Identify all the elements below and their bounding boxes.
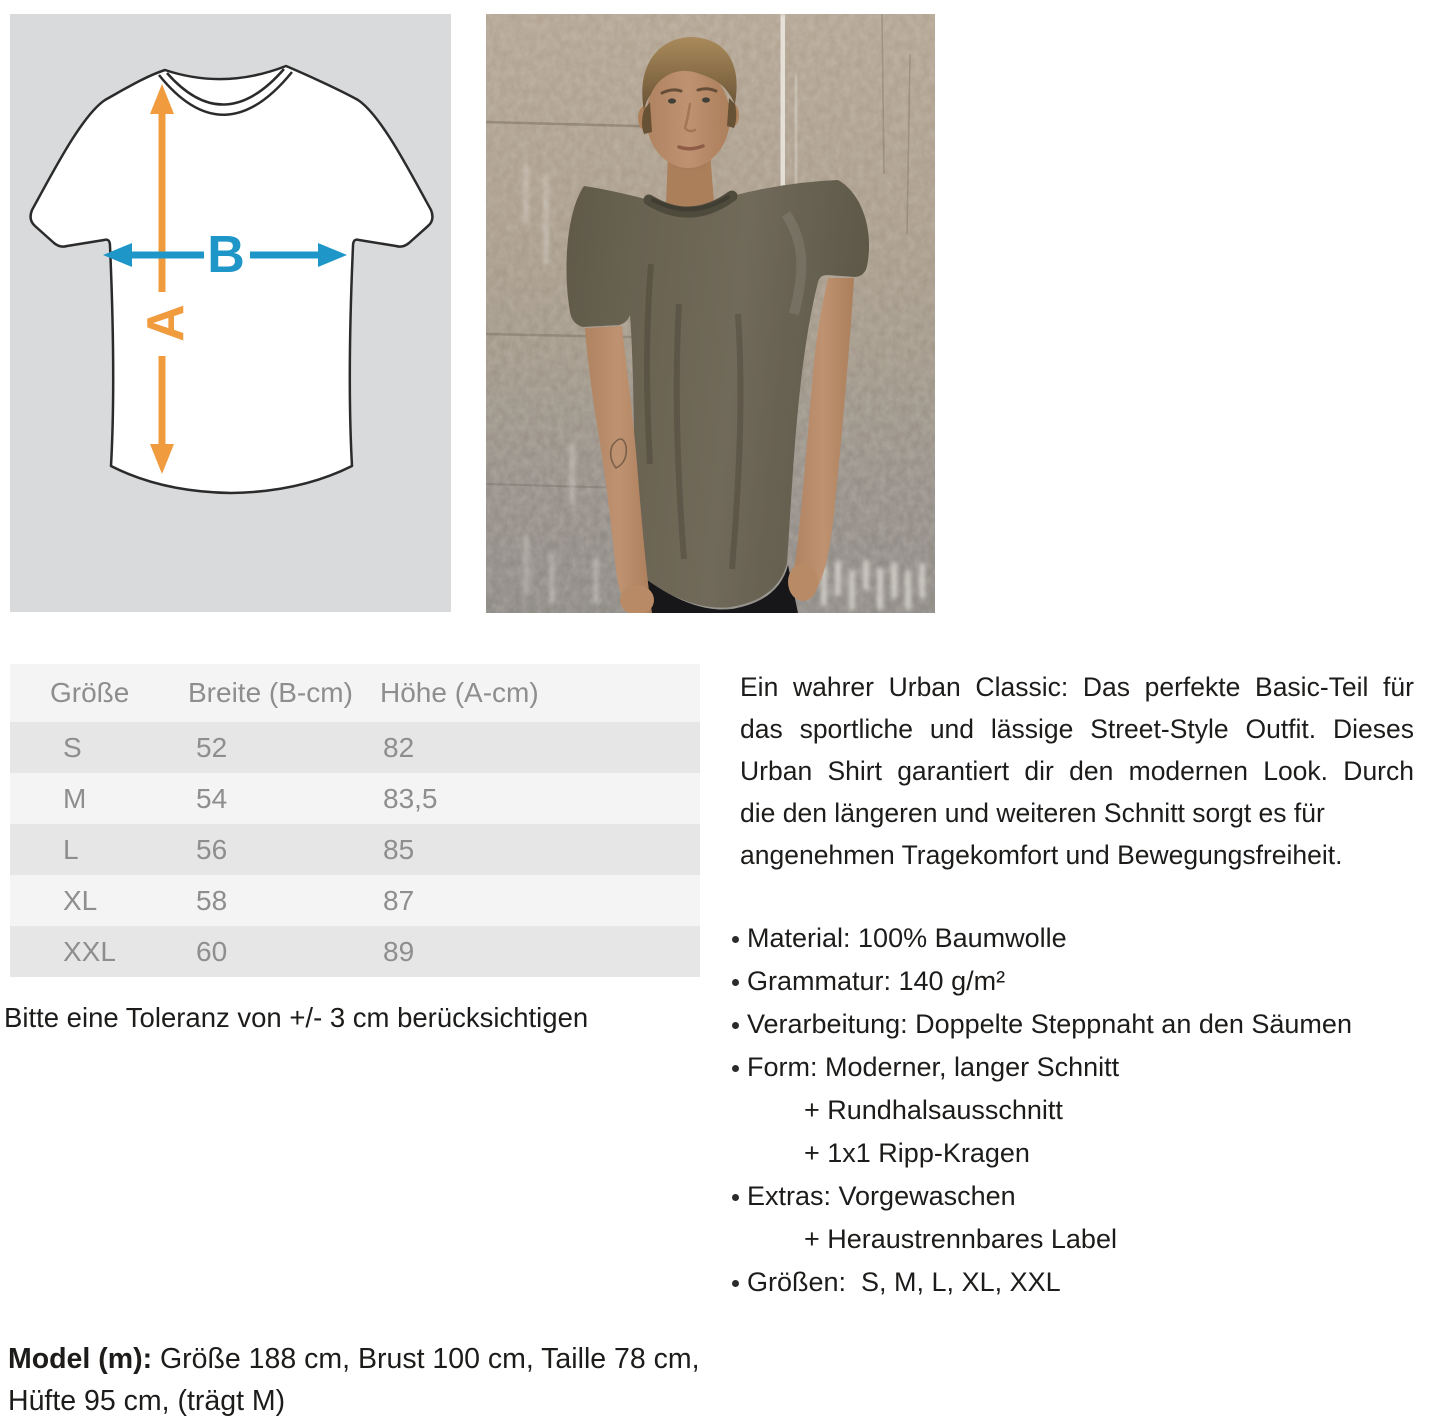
feature-item-material: Material: 100% Baumwolle: [726, 917, 1426, 960]
description-line: die den längeren und weiteren Schnitt sorgt es für: [740, 798, 1325, 828]
feature-item-rundhals: + Rundhalsausschnitt: [804, 1095, 1063, 1125]
feature-item-rippkragen: + 1x1 Ripp-Kragen: [804, 1138, 1030, 1168]
bullet-dot: [732, 1022, 739, 1029]
feature-item-verarbeitung: Verarbeitung: Doppelte Steppnaht an den Säumen: [726, 1003, 1426, 1046]
description-line: Urban Shirt garantiert dir den modernen Look. Durch: [740, 756, 1414, 786]
model-measurements-line2: Hüfte 95 cm, (trägt M): [8, 1385, 286, 1417]
size-table: [10, 664, 700, 977]
label-b: B: [207, 226, 245, 284]
bullet-dot: [732, 1194, 739, 1201]
col-header-breite: Breite (B-cm): [188, 677, 353, 708]
bullet-dot: [732, 979, 739, 986]
tshirt-measurement-diagram: [10, 14, 451, 612]
feature-list: [726, 917, 1426, 1304]
feature-item-grammatur: Grammatur: 140 g/m²: [726, 960, 1426, 1003]
bullet-dot: [732, 1065, 739, 1072]
size-table-header-row: [10, 664, 700, 722]
col-header-hoehe: Höhe (A-cm): [380, 677, 539, 708]
model-photo: [486, 14, 935, 613]
model-photo-illustration: [486, 14, 935, 613]
tolerance-note: Bitte eine Toleranz von +/- 3 cm berücksichtigen: [4, 1002, 589, 1033]
label-a: A: [137, 304, 195, 342]
table-row-xxl: XXL 60 89: [10, 926, 700, 977]
size-diagram-panel: [10, 14, 451, 612]
feature-item-extras: Extras: Vorgewaschen: [726, 1175, 1426, 1218]
col-header-groesse: Größe: [50, 677, 130, 708]
bullet-dot: [732, 1280, 739, 1287]
model-measurements-line1: Model (m): Größe 188 cm, Brust 100 cm, Taille 78 cm,: [8, 1343, 700, 1375]
table-row-xl: XL 58 87: [10, 875, 700, 926]
feature-item-label: + Heraustrennbares Label: [804, 1224, 1117, 1254]
description-line: Ein wahrer Urban Classic: Das perfekte Basic-Teil für: [740, 672, 1414, 702]
description-line: angenehmen Tragekomfort und Bewegungsfreiheit.: [740, 840, 1343, 870]
description-line: das sportliche und lässige Street-Style Outfit. Dieses: [740, 714, 1414, 744]
model-label: Model (m):: [8, 1343, 153, 1375]
feature-item-form: Form: Moderner, langer Schnitt: [726, 1046, 1426, 1089]
table-row-l: L 56 85: [10, 824, 700, 875]
feature-item-groessen: Größen: S, M, L, XL, XXL: [726, 1261, 1426, 1304]
table-row-s: S 52 82: [10, 722, 700, 773]
bullet-dot: [732, 936, 739, 943]
table-row-m: M 54 83,5: [10, 773, 700, 824]
product-description: [740, 666, 1414, 876]
model-measurements: [8, 1338, 728, 1422]
